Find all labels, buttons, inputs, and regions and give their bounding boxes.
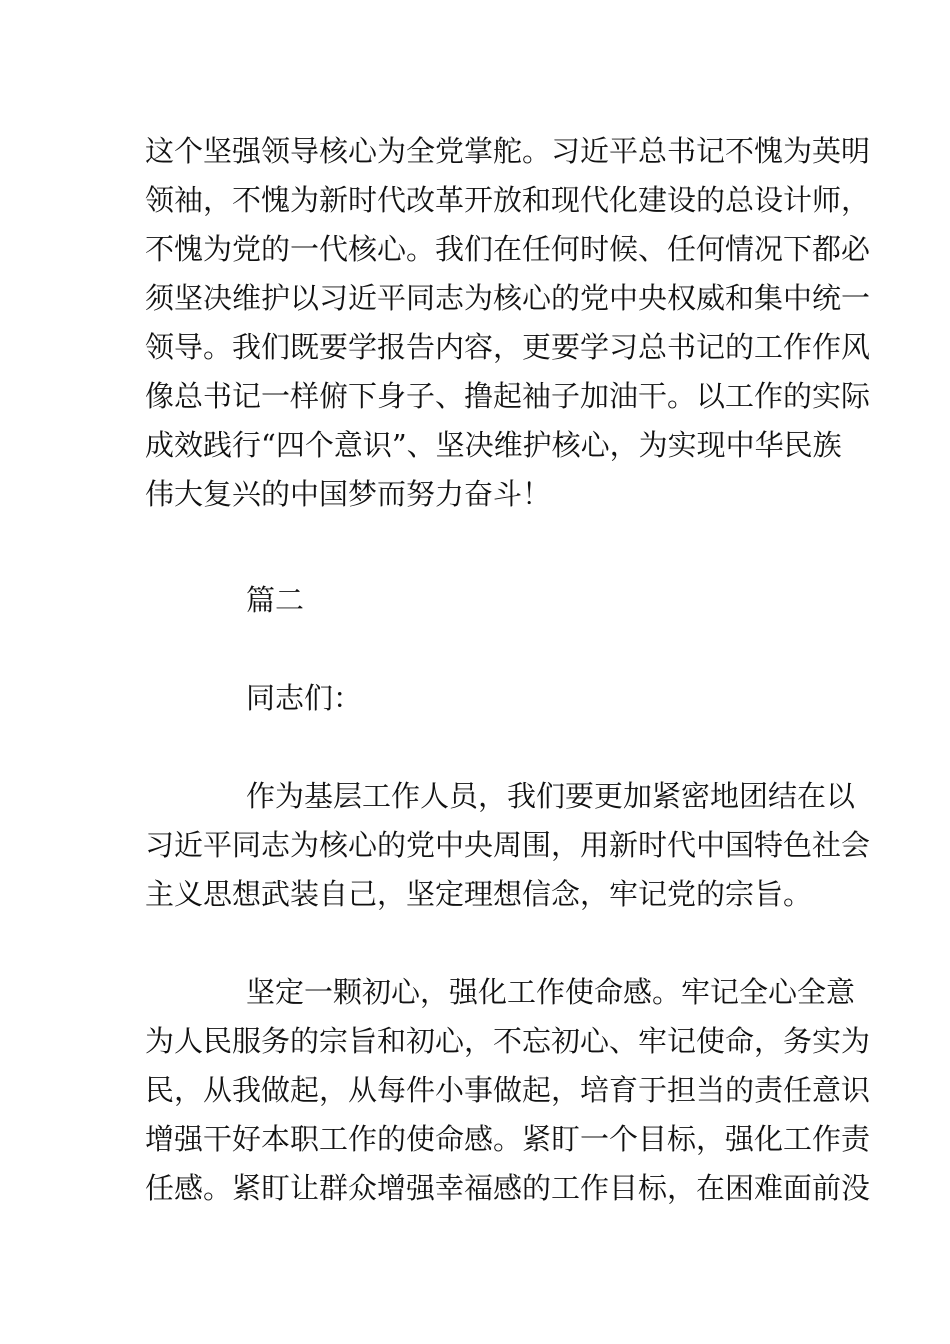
section-heading	[145, 576, 810, 625]
paragraph	[145, 772, 871, 919]
text-line: 这个坚强领导核心为全党掌舵。习近平总书记不愧为英明	[145, 134, 871, 168]
paragraph-continued	[145, 127, 871, 519]
text-line: 增强干好本职工作的使命感。紧盯一个目标，强化工作责	[145, 1122, 871, 1156]
text-line: 成效践行“四个意识”、坚决维护核心，为实现中华民族	[145, 428, 842, 462]
text-line: 为人民服务的宗旨和初心，不忘初心、牢记使命，务实为	[145, 1024, 871, 1058]
text-line: 须坚决维护以习近平同志为核心的党中央权威和集中统一	[145, 281, 871, 315]
text-line: 主义思想武装自己，坚定理想信念，牢记党的宗旨。	[145, 877, 813, 911]
text-line: 领袖，不愧为新时代改革开放和现代化建设的总设计师，	[145, 183, 871, 217]
text-line: 作为基层工作人员，我们要更加紧密地团结在以	[246, 779, 856, 813]
text-line: 伟大复兴的中国梦而努力奋斗！	[145, 477, 552, 511]
text-line: 坚定一颗初心，强化工作使命感。牢记全心全意	[246, 975, 856, 1009]
text-line: 领导。我们既要学报告内容，更要学习总书记的工作作风	[145, 330, 871, 364]
section-heading-text: 篇二	[246, 583, 305, 617]
salutation	[145, 674, 810, 723]
text-line: 任感。紧盯让群众增强幸福感的工作目标，在困难面前没	[145, 1171, 871, 1205]
salutation-text: 同志们：	[246, 681, 363, 715]
text-line: 不愧为党的一代核心。我们在任何时候、任何情况下都必	[145, 232, 871, 266]
text-line: 像总书记一样俯下身子、撸起袖子加油干。以工作的实际	[145, 379, 871, 413]
text-line: 习近平同志为核心的党中央周围，用新时代中国特色社会	[145, 828, 871, 862]
text-line: 民，从我做起，从每件小事做起，培育于担当的责任意识	[145, 1073, 871, 1107]
paragraph	[145, 968, 871, 1213]
